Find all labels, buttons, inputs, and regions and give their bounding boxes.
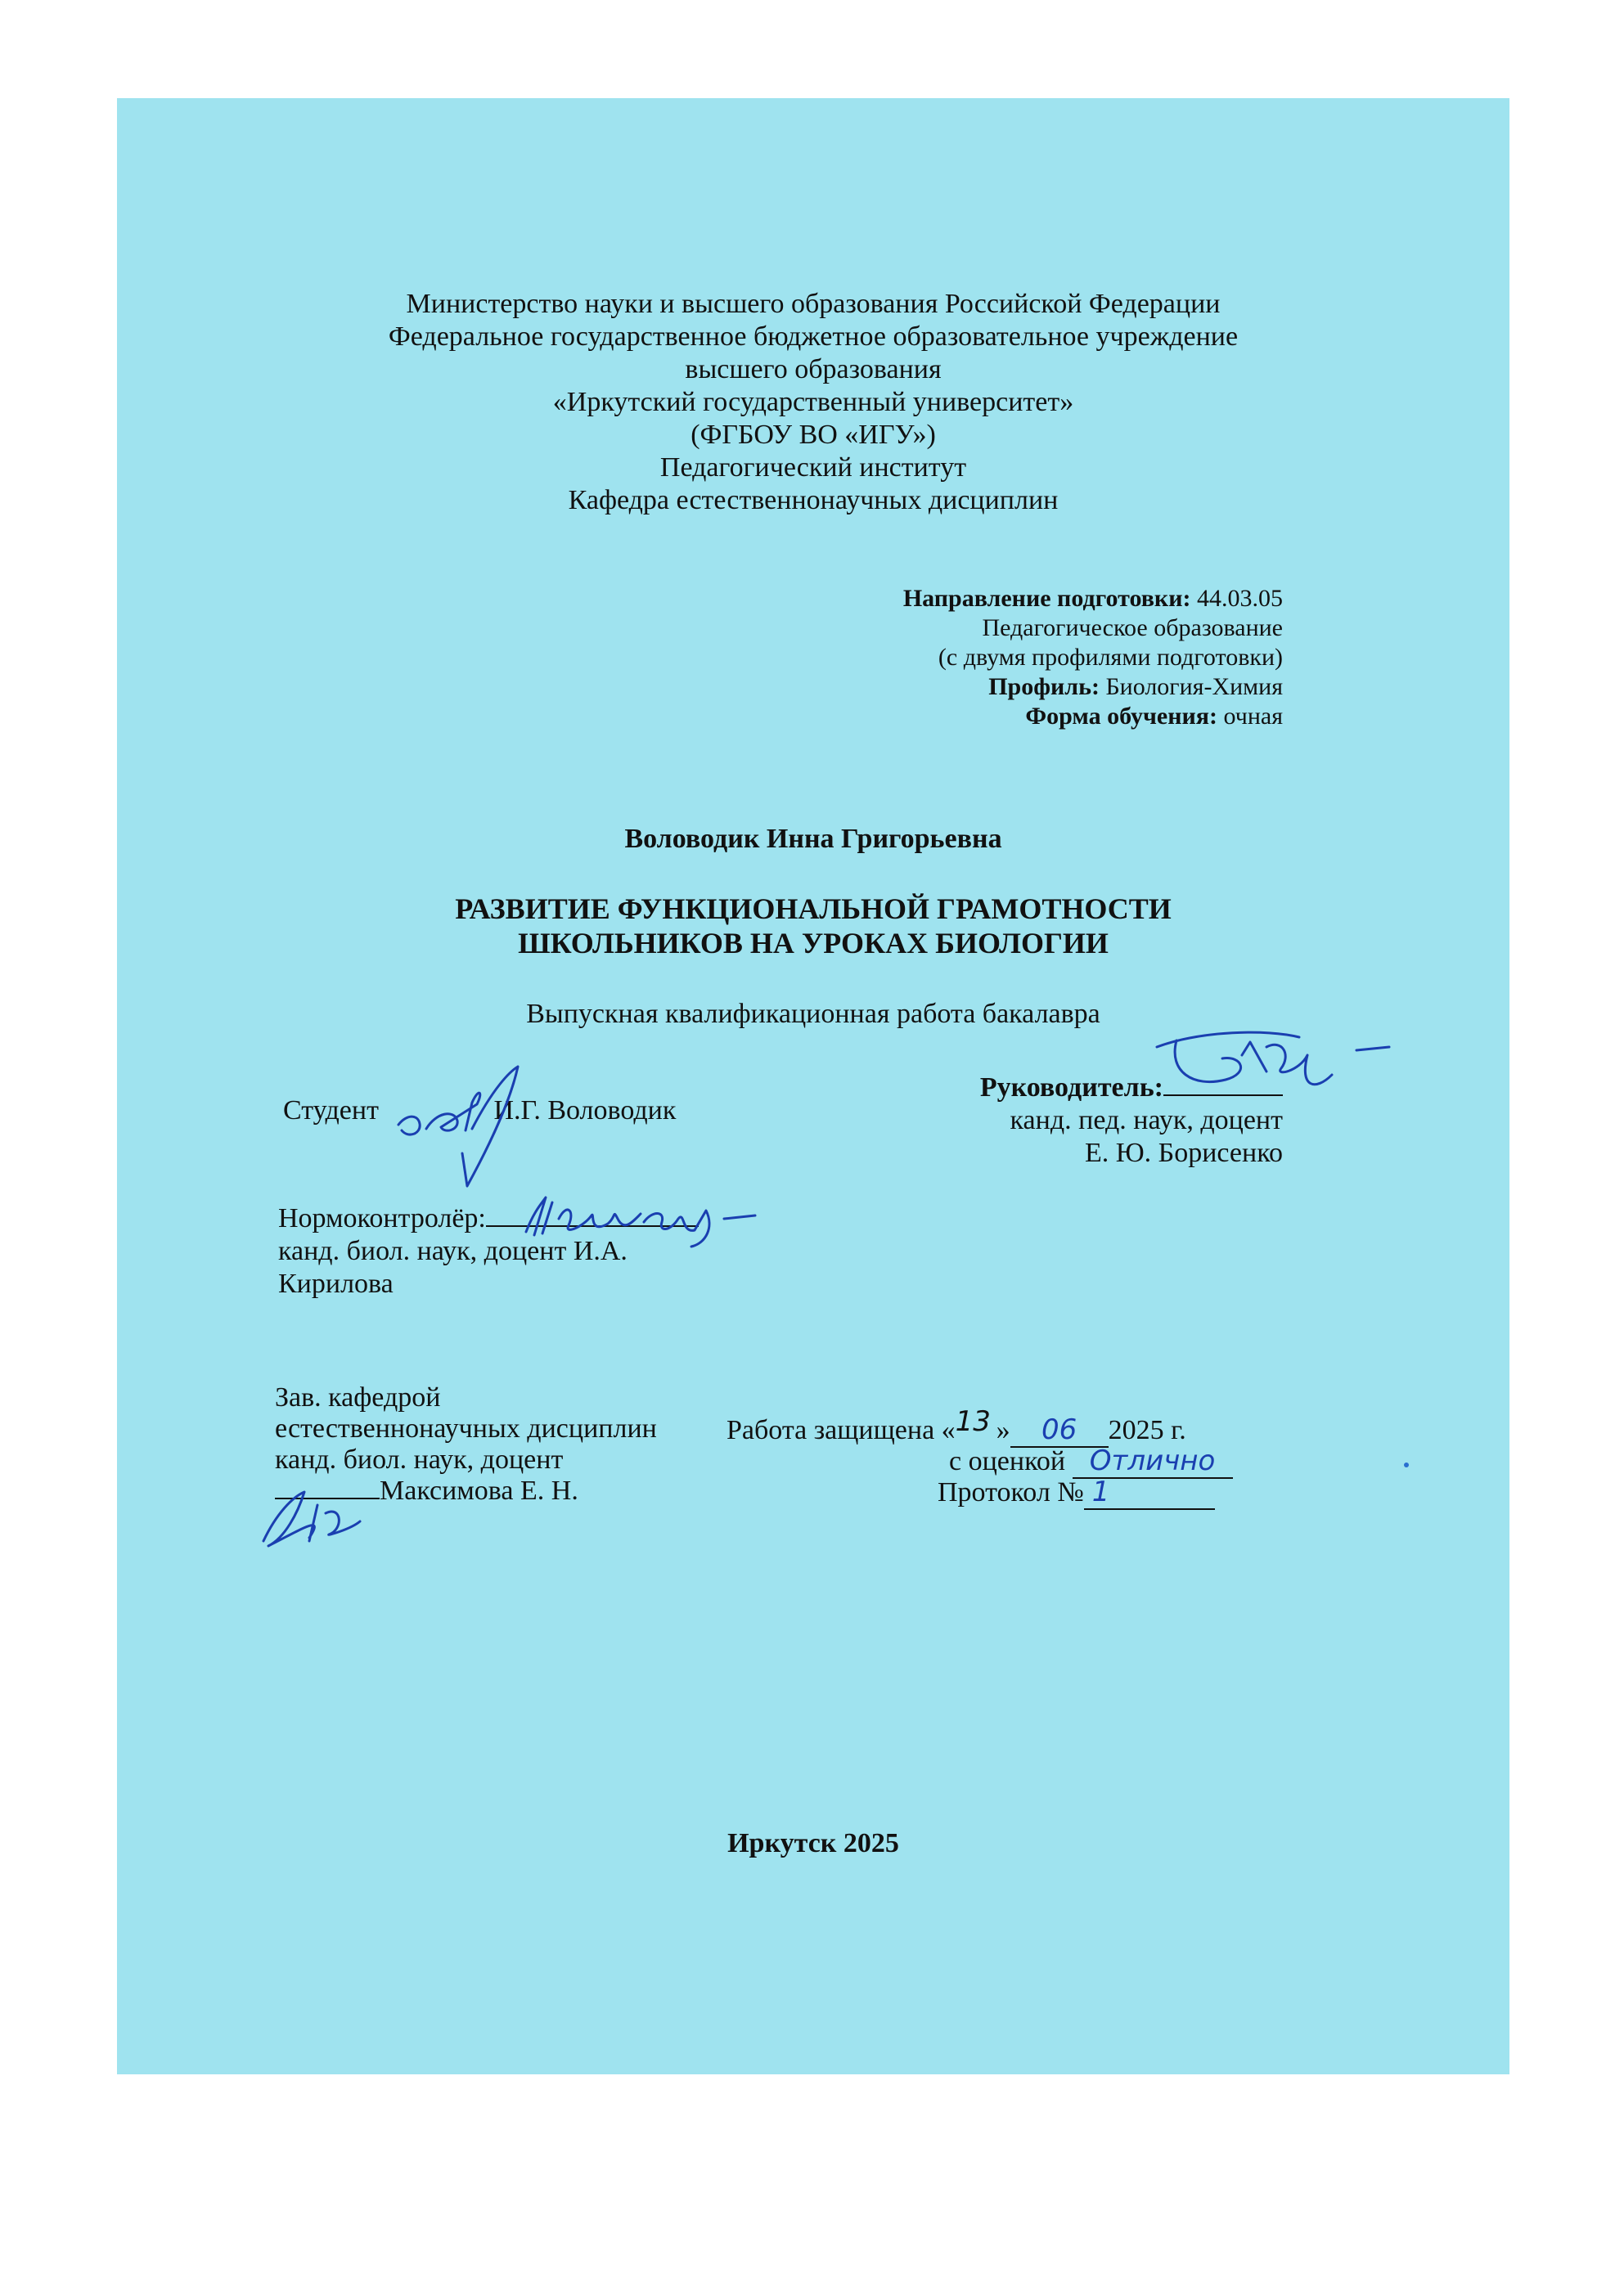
student-signature bbox=[387, 1055, 551, 1202]
protocol-line bbox=[938, 1476, 1215, 1510]
grade-label: с оценкой bbox=[949, 1446, 1066, 1476]
normcontrol-surname: Кирилова bbox=[278, 1269, 394, 1299]
direction-line bbox=[903, 584, 1283, 613]
university-name: «Иркутский государственный университет» bbox=[552, 387, 1074, 417]
grade-value: Отлично bbox=[1073, 1445, 1233, 1479]
head-department: естественнонаучных дисциплин bbox=[275, 1413, 657, 1444]
form-value: очная bbox=[1217, 703, 1283, 730]
direction-value: 44.03.05 bbox=[1190, 585, 1283, 612]
form-label: Форма обучения: bbox=[1025, 703, 1218, 730]
normcontrol-signature bbox=[510, 1186, 780, 1251]
defense-day: 13 bbox=[955, 1405, 991, 1438]
thesis-title-line-1: РАЗВИТИЕ ФУНКЦИОНАЛЬНОЙ ГРАМОТНОСТИ bbox=[455, 892, 1172, 925]
grade-line bbox=[949, 1445, 1233, 1479]
program-block bbox=[903, 584, 1283, 731]
direction-label: Направление подготовки: bbox=[902, 585, 1191, 612]
head-degree: канд. биол. наук, доцент bbox=[275, 1445, 564, 1475]
org-block bbox=[117, 288, 1509, 517]
student-label: Студент bbox=[283, 1095, 386, 1126]
institute-name: Педагогический институт bbox=[659, 452, 967, 483]
defense-month: 06 bbox=[1010, 1413, 1109, 1448]
head-signature bbox=[252, 1480, 391, 1554]
city-year: Иркутск 2025 bbox=[727, 1828, 899, 1858]
profile-value: Биология-Химия bbox=[1099, 673, 1283, 700]
defense-date-line bbox=[727, 1405, 1186, 1448]
ink-dot bbox=[1404, 1463, 1409, 1467]
supervisor-degree: канд. пед. наук, доцент bbox=[1010, 1105, 1283, 1135]
protocol-number: 1 bbox=[1084, 1476, 1215, 1510]
defense-mid: » bbox=[996, 1415, 1010, 1445]
defense-prefix: Работа защищена « bbox=[727, 1415, 956, 1445]
department-name: Кафедра естественнонаучных дисциплин bbox=[568, 485, 1059, 515]
work-type: Выпускная квалификационная работа бакалавра bbox=[526, 999, 1100, 1029]
supervisor-signature bbox=[1144, 1022, 1397, 1129]
university-abbr: (ФГБОУ ВО «ИГУ») bbox=[691, 420, 936, 450]
supervisor-label: Руководитель: bbox=[979, 1072, 1163, 1103]
normcontrol-degree: канд. биол. наук, доцент И.А. bbox=[278, 1236, 628, 1266]
ministry-line: Министерство науки и высшего образования Российской Федерации bbox=[406, 289, 1221, 319]
institution-line-2: высшего образования bbox=[685, 354, 942, 384]
head-name: Максимова Е. Н. bbox=[380, 1476, 578, 1506]
institution-line-1: Федеральное государственное бюджетное образовательное учреждение bbox=[388, 321, 1239, 352]
supervisor-name: Е. Ю. Борисенко bbox=[1084, 1138, 1283, 1168]
profile-line bbox=[903, 672, 1283, 702]
profile-label: Профиль: bbox=[988, 673, 1100, 700]
defense-year: 2025 г. bbox=[1108, 1415, 1186, 1445]
form-line bbox=[903, 702, 1283, 731]
student-name: И.Г. Воловодик bbox=[493, 1095, 677, 1126]
thesis-title bbox=[117, 892, 1509, 960]
direction-line-3: (с двумя профилями подготовки) bbox=[938, 644, 1283, 671]
protocol-label: Протокол № bbox=[938, 1477, 1084, 1507]
title-page bbox=[117, 98, 1509, 2074]
direction-line-2: Педагогическое образование bbox=[982, 614, 1283, 641]
author-name: Воловодик Инна Григорьевна bbox=[624, 824, 1002, 854]
normcontrol-label: Нормоконтролёр: bbox=[278, 1203, 486, 1233]
thesis-title-line-2: ШКОЛЬНИКОВ НА УРОКАХ БИОЛОГИИ bbox=[518, 927, 1109, 959]
head-position: Зав. кафедрой bbox=[275, 1382, 441, 1413]
